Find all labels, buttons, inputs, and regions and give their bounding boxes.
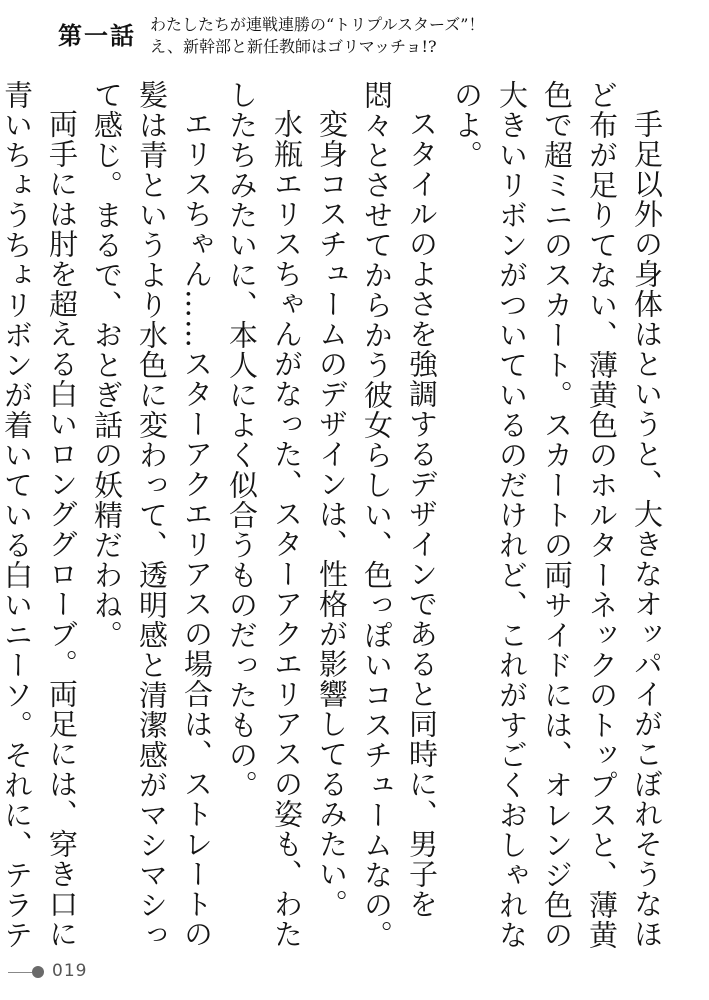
chapter-label: 第一話	[58, 21, 136, 50]
paragraph: 水瓶エリスちゃんがなった、スターアクエリアスの姿も、わたしたちみたいに、本人によく似合うものだったもの。	[225, 80, 304, 949]
page-footer	[0, 960, 709, 988]
chapter-title-line-2: え、新幹部と新任教師はゴリマッチョ!?	[150, 37, 437, 56]
paragraph: エリスちゃん……スターアクエリアスの場合は、ストレートの髪は青というより水色に変わって、透明感と清潔感がマシマシって感じ。まるで、おとぎ話の妖精だわね。	[90, 80, 214, 950]
paragraph: 両手には肘を超える白いロンググローブ。両足には、穿き口に青いちょうちょリボンが着いている白いニーソ。それに、テラテ	[0, 80, 79, 950]
body-text	[0, 80, 669, 950]
chapter-title-line-1: わたしたちが連戦連勝の“トリプルスターズ”！	[150, 15, 485, 34]
footer-rule	[8, 972, 32, 973]
paragraph: 変身コスチュームのデザインは、性格が影響してるみたい。	[315, 109, 349, 919]
footer-dot-icon	[32, 966, 44, 978]
paragraph: 手足以外の身体はというと、大きなオッパイがこぼれそうなほど布が足りてない、薄黄色のホルターネックのトップスと、薄黄色で超ミニのスカート。スカートの両サイドには、オレンジ色の大きいリボンがついているのだけれど、これがすごくおしゃれなのよ。	[450, 80, 664, 950]
paragraph: スタイルのよさを強調するデザインであると同時に、男子を悶々とさせてからかう彼女らしい、色っぽいコスチュームなの。	[360, 80, 439, 950]
chapter-title	[150, 14, 484, 58]
page-number: 019	[52, 961, 88, 981]
